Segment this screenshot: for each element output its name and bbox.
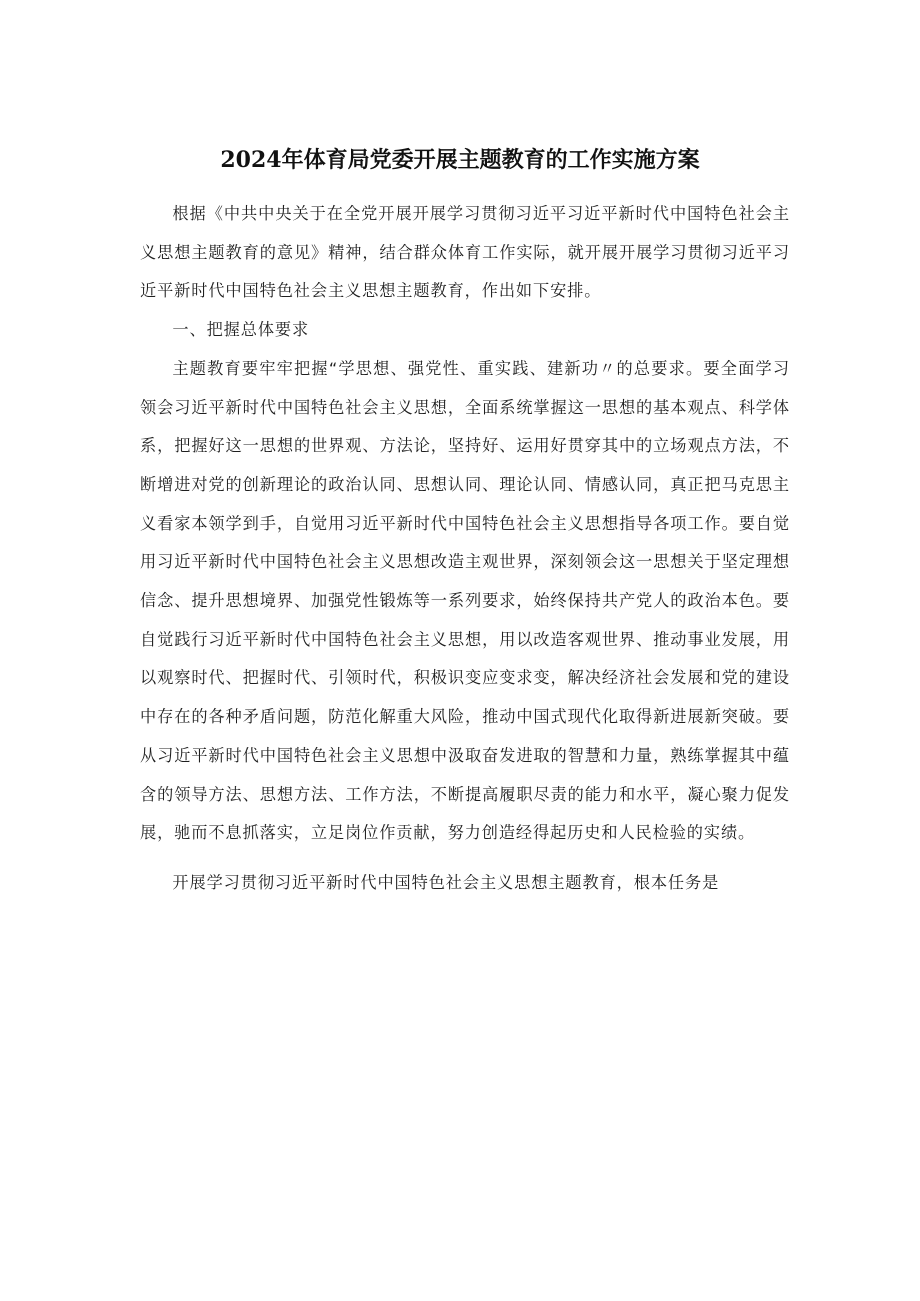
intro-paragraph: 根据《中共中央关于在全党开展开展学习贯彻习近平习近平新时代中国特色社会主义思想主题教育的意见》精神，结合群众体育工作实际，就开展开展学习贯彻习近平习近平新时代中国特色社会主义思想主题教育，作出如下安排。 xyxy=(140,204,790,301)
document-title: 2024年体育局党委开展主题教育的工作实施方案 xyxy=(220,147,700,173)
task-paragraph: 开展学习贯彻习近平新时代中国特色社会主义思想主题教育，根本任务是 xyxy=(172,872,720,892)
requirements-paragraph: 主题教育要牢牢把握“学思想、强党性、重实践、建新功〃的总要求。要全面学习领会习近平新时代中国特色社会主义思想，全面系统掌握这一思想的基本观点、科学体系，把握好这一思想的世界观、方法论，坚持好、运用好贯穿其中的立场观点方法，不断增进对党的创新理论的政治认同、思想认同、理论认同、情感认同，真正把马克思主义看家本领学到手，自觉用习近平新时代中国特色社会主义思想指导各项工作。要自觉用习近平新时代中国特色社会主义思想改造主观世界，深刻领会这一思想关于坚定理想信念、提升思想境界、加强党性锻炼等一系列要求，始终保持共产党人的政治本色。要自觉践行习近平新时代中国特色社会主义思想，用以改造客观世界、推动事业发展，用以观察时代、把握时代、引领时代，积极识变应变求变，解决经济社会发展和党的建设中存在的各种矛盾问题，防范化解重大风险，推动中国式现代化取得新进展新突破。要从习近平新时代中国特色社会主义思想中汲取奋发进取的智慧和力量，熟练掌握其中蕴含的领导方法、思想方法、工作方法，不断提高履职尽责的能力和水平，凝心聚力促发展，驰而不息抓落实，立足岗位作贡献，努力创造经得起历史和人民检验的实绩。 xyxy=(140,358,790,843)
document-body xyxy=(140,195,790,903)
section-heading: 一、把握总体要求 xyxy=(172,320,310,340)
